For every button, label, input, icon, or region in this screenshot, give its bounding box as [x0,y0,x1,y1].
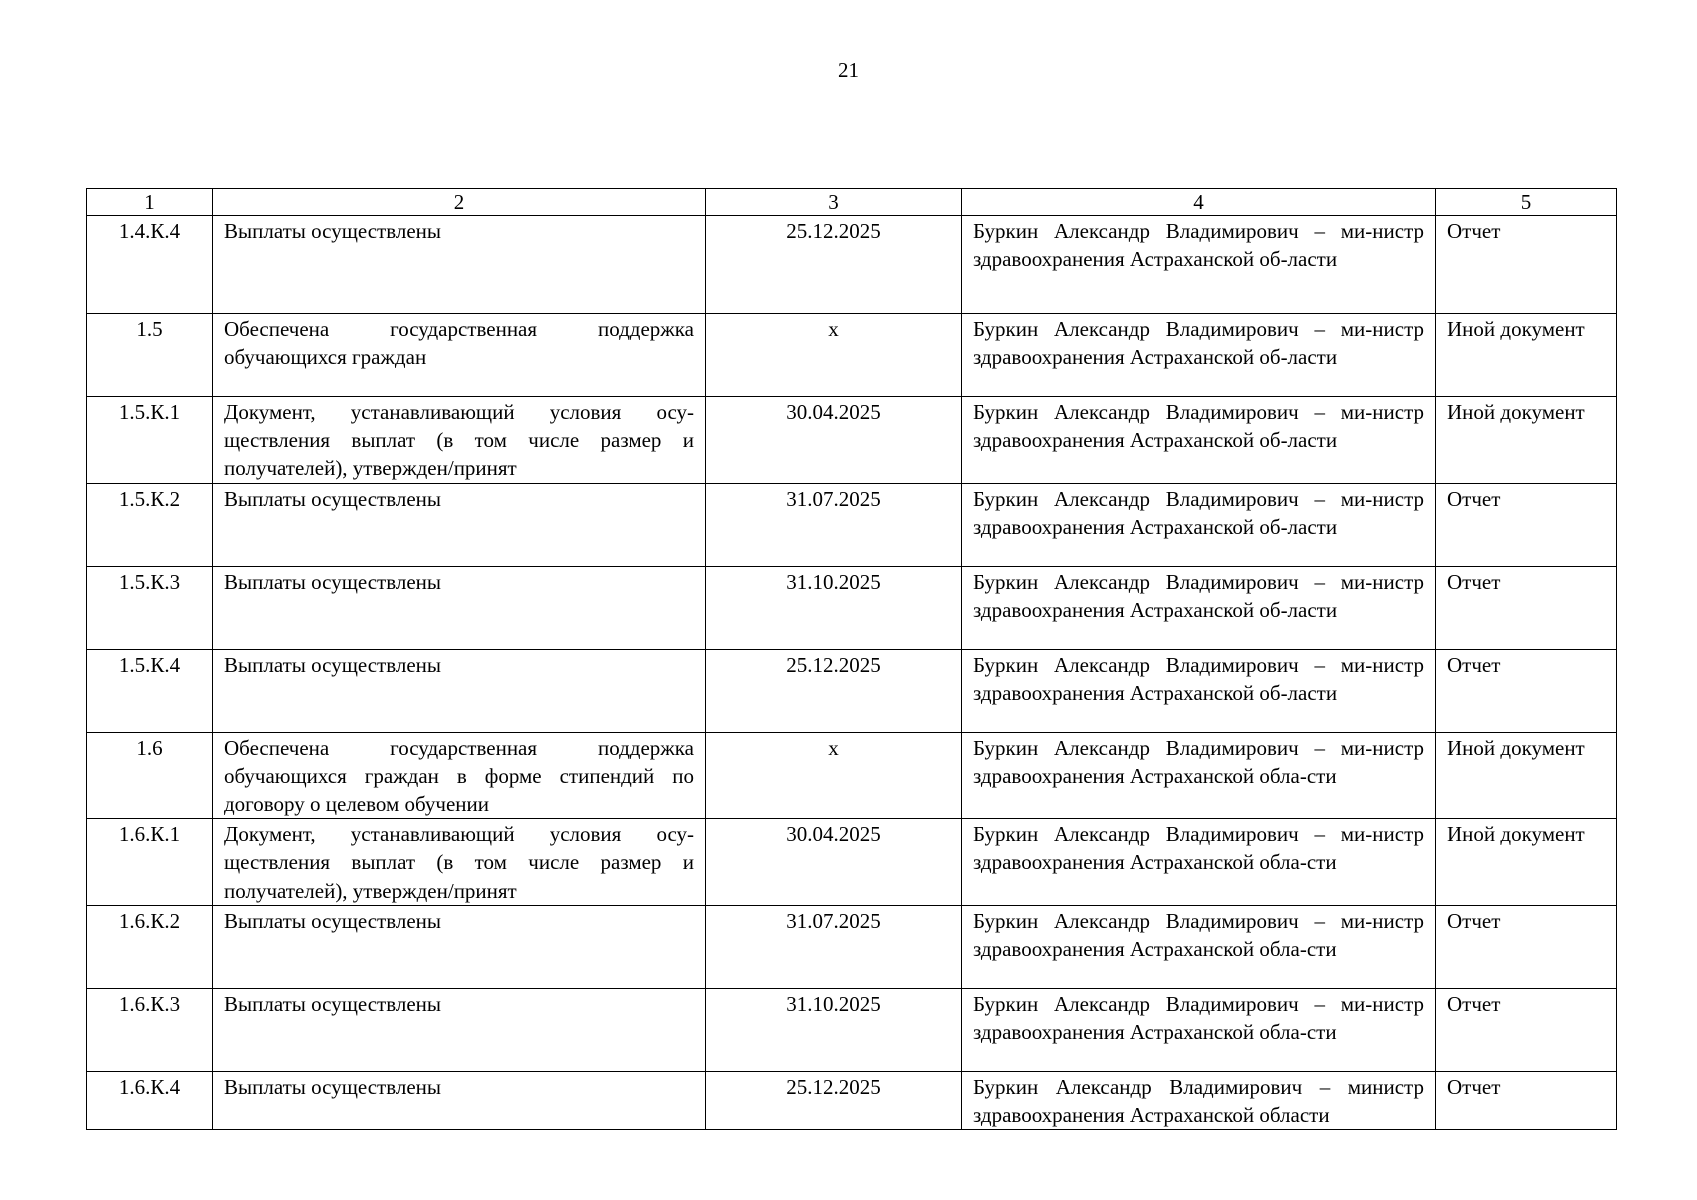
responsible-person: Буркин Александр Владимирович – ми-нистр здравоохранения Астраханской об-ласти [962,397,1436,484]
row-number: 1.5.К.2 [87,483,213,566]
result-name: Выплаты осуществлены [213,1071,706,1129]
header-col-1: 1 [87,189,213,216]
result-name: Выплаты осуществлены [213,216,706,314]
activity-table [86,188,1617,1130]
table-row [87,988,1617,1071]
responsible-person: Буркин Александр Владимирович – ми-нистр здравоохранения Астраханской обла-сти [962,905,1436,988]
confirming-document: Иной документ [1436,314,1617,397]
table-row [87,397,1617,484]
table-row [87,314,1617,397]
confirming-document: Иной документ [1436,732,1617,819]
confirming-document: Отчет [1436,566,1617,649]
result-name: Обеспечена государственная поддержка обучающихся граждан в форме стипендий по договору о целевом обучении [213,732,706,819]
header-col-2: 2 [213,189,706,216]
responsible-person: Буркин Александр Владимирович – ми-нистр здравоохранения Астраханской об-ласти [962,566,1436,649]
header-col-3: 3 [706,189,962,216]
table-row [87,483,1617,566]
deadline-date: 31.10.2025 [706,566,962,649]
table-row [87,1071,1617,1129]
deadline-date: 31.07.2025 [706,905,962,988]
deadline-date: х [706,732,962,819]
result-name: Выплаты осуществлены [213,566,706,649]
result-name: Обеспечена государственная поддержка обучающихся граждан [213,314,706,397]
confirming-document: Отчет [1436,905,1617,988]
row-number: 1.5.К.4 [87,649,213,732]
row-number: 1.5.К.3 [87,566,213,649]
responsible-person: Буркин Александр Владимирович – ми-нистр здравоохранения Астраханской обла-сти [962,732,1436,819]
row-number: 1.5.К.1 [87,397,213,484]
deadline-date: х [706,314,962,397]
header-col-5: 5 [1436,189,1617,216]
confirming-document: Отчет [1436,216,1617,314]
row-number: 1.6.К.4 [87,1071,213,1129]
page-number: 21 [838,58,859,82]
responsible-person: Буркин Александр Владимирович – министр здравоохранения Астраханской области [962,1071,1436,1129]
responsible-person: Буркин Александр Владимирович – ми-нистр здравоохранения Астраханской об-ласти [962,649,1436,732]
row-number: 1.5 [87,314,213,397]
responsible-person: Буркин Александр Владимирович – ми-нистр здравоохранения Астраханской об-ласти [962,216,1436,314]
result-name: Выплаты осуществлены [213,905,706,988]
deadline-date: 25.12.2025 [706,1071,962,1129]
row-number: 1.6 [87,732,213,819]
table-row [87,905,1617,988]
confirming-document: Отчет [1436,649,1617,732]
result-name: Документ, устанавливающий условия осу-ществления выплат (в том числе размер и получателей), утвержден/принят [213,397,706,484]
responsible-person: Буркин Александр Владимирович – ми-нистр здравоохранения Астраханской обла-сти [962,819,1436,906]
table-row [87,649,1617,732]
result-name: Выплаты осуществлены [213,649,706,732]
row-number: 1.6.К.3 [87,988,213,1071]
deadline-date: 31.07.2025 [706,483,962,566]
result-name: Выплаты осуществлены [213,988,706,1071]
confirming-document: Отчет [1436,1071,1617,1129]
table-row [87,216,1617,314]
confirming-document: Отчет [1436,483,1617,566]
deadline-date: 30.04.2025 [706,819,962,906]
deadline-date: 31.10.2025 [706,988,962,1071]
result-name: Документ, устанавливающий условия осу-ществления выплат (в том числе размер и получателей), утвержден/принят [213,819,706,906]
header-row [87,189,1617,216]
deadline-date: 25.12.2025 [706,216,962,314]
deadline-date: 30.04.2025 [706,397,962,484]
table-row [87,732,1617,819]
table-row [87,819,1617,906]
confirming-document: Отчет [1436,988,1617,1071]
row-number: 1.4.К.4 [87,216,213,314]
deadline-date: 25.12.2025 [706,649,962,732]
responsible-person: Буркин Александр Владимирович – ми-нистр здравоохранения Астраханской об-ласти [962,483,1436,566]
confirming-document: Иной документ [1436,397,1617,484]
confirming-document: Иной документ [1436,819,1617,906]
result-name: Выплаты осуществлены [213,483,706,566]
row-number: 1.6.К.2 [87,905,213,988]
header-col-4: 4 [962,189,1436,216]
responsible-person: Буркин Александр Владимирович – ми-нистр здравоохранения Астраханской об-ласти [962,314,1436,397]
table-row [87,566,1617,649]
responsible-person: Буркин Александр Владимирович – ми-нистр здравоохранения Астраханской обла-сти [962,988,1436,1071]
row-number: 1.6.К.1 [87,819,213,906]
